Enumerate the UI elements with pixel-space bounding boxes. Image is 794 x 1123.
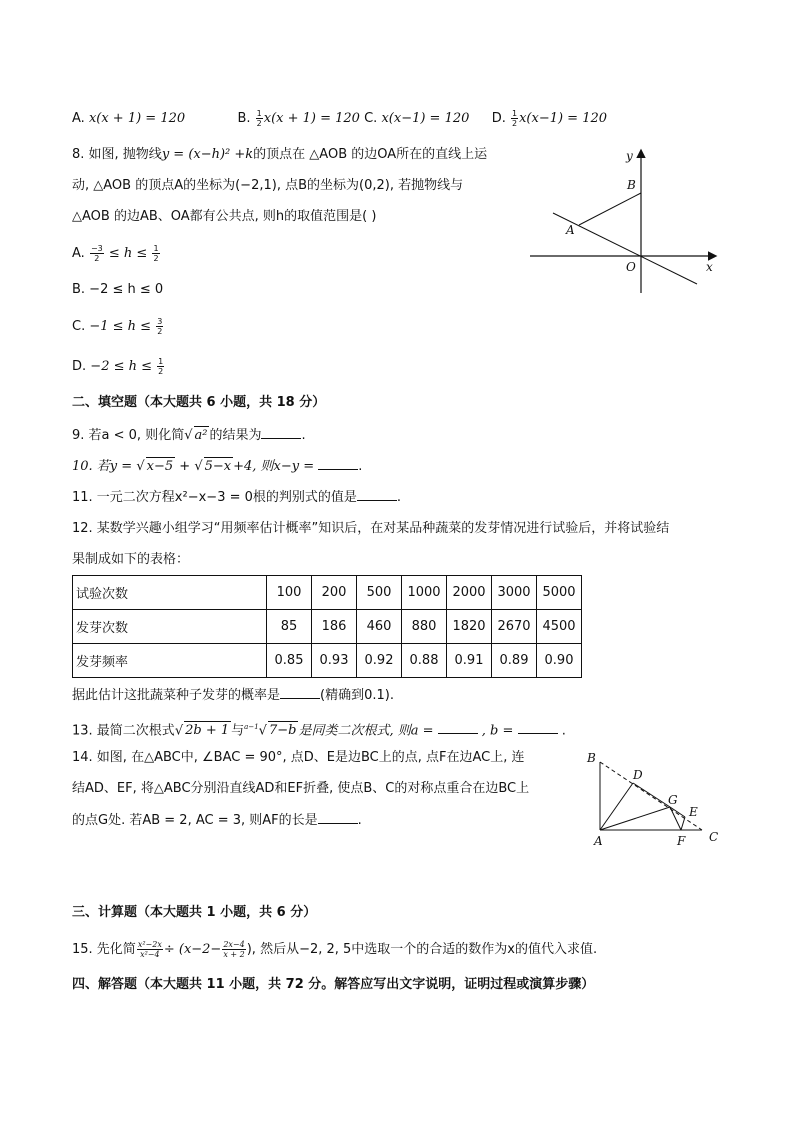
table-cell: 0.90 [537, 644, 582, 678]
table-cell: 4500 [537, 610, 582, 644]
q8-a-right-fraction: $\frac{1}{2}$ [153, 244, 159, 263]
q8-line2: 动, △AOB 的顶点A的坐标为(−2,1), 点B的坐标为(0,2), 若抛物线与 [72, 178, 464, 193]
q12-line1: 12. 某数学兴趣小组学习“用频率估计概率”知识后，在对某品种蔬菜的发芽情况进行试验后，并将试验结 [72, 521, 670, 536]
q8-option-a: A. $\frac{-3}{2}$ ≤ h ≤ $\frac{1}{2}$ [72, 244, 159, 263]
table-cell: 5000 [537, 576, 582, 610]
q8-a-left-fraction: $\frac{-3}{2}$ [90, 244, 103, 263]
segment-dg [633, 783, 670, 807]
q7-option-d-label: D. [491, 111, 506, 126]
table-row [73, 644, 582, 678]
table-cell: 186 [312, 610, 357, 644]
q13: 13. 最简二次根式√ 2b + 1 与$^{a-1}$√ 7−b 是同类二次根式, 则a = , b = . [72, 723, 566, 739]
q15-fraction-2: $\frac{2x-4}{x + 2}$ [223, 940, 245, 959]
q8-option-c: C. −1 ≤ h ≤ $\frac{3}{2}$ [72, 317, 163, 336]
table-cell: 200 [312, 576, 357, 610]
q15-fraction-1: $\frac{\text{x²−2x}}{\text{x²−4}}$ [137, 940, 162, 959]
q12-after: 据此估计这批蔬菜种子发芽的概率是 (精确到0.1). [72, 688, 394, 703]
label-C: C [709, 830, 719, 844]
q8-figure [525, 143, 725, 298]
q8-option-d: D. −2 ≤ h ≤ $\frac{1}{2}$ [72, 357, 164, 376]
table-cell: 500 [357, 576, 402, 610]
row-header: 试验次数 [73, 576, 267, 610]
label-G: G [668, 793, 678, 807]
q7-options [72, 109, 607, 128]
q7-option-a: x(x + 1) = 120 [88, 111, 186, 126]
q10: 10. 若y = √ x−5 + √ 5−x +4, 则x−y = . [72, 459, 363, 474]
q14-line1: 14. 如图, 在△ABC中, ∠BAC = 90°, 点D、E是边BC上的点, 点F在边AC上, 连 [72, 750, 525, 765]
q12-line2: 果制成如下的表格： [72, 552, 190, 567]
segment-ag [600, 807, 670, 830]
label-B: B [587, 751, 596, 765]
q14-line3: 的点G处. 若AB = 2, AC = 3, 则AF的长是 . [72, 813, 362, 828]
q8-line3: △AOB 的边AB、OA都有公共点, 则h的取值范围是( ) [72, 209, 377, 224]
segment-ef [681, 817, 685, 830]
row-header: 发芽频率 [73, 644, 267, 678]
q8-c-right-fraction: $\frac{3}{2}$ [157, 317, 163, 336]
table-cell: 85 [267, 610, 312, 644]
q7-option-c: x(x−1) = 120 [381, 111, 470, 126]
table-cell: 100 [267, 576, 312, 610]
q8-line1: 8. 如图, 抛物线y = (x−h)² +k的顶点在 △AOB 的边OA所在的直线上运 [72, 147, 488, 162]
q7-option-b: x(x + 1) = 120 [263, 111, 360, 126]
answer-blank [357, 488, 397, 501]
table-cell: 3000 [492, 576, 537, 610]
table-row [73, 576, 582, 610]
label-x: x [706, 260, 713, 274]
table-cell: 2000 [447, 576, 492, 610]
q8-d-right-fraction: $\frac{1}{2}$ [158, 357, 164, 376]
label-E: E [689, 805, 698, 819]
segment-ad [600, 783, 633, 830]
answer-blank-b [518, 721, 558, 734]
table-cell: 0.93 [312, 644, 357, 678]
q14-figure [582, 748, 727, 850]
half-fraction: $\frac{1}{2}$ [256, 109, 262, 128]
label-a: A [566, 223, 575, 237]
row-header: 发芽次数 [73, 610, 267, 644]
table-cell: 460 [357, 610, 402, 644]
side-bc-dashed [600, 762, 702, 830]
table-cell: 880 [402, 610, 447, 644]
q9: 9. 若a < 0, 则化简√ a² 的结果为 . [72, 428, 306, 443]
table-cell: 1000 [402, 576, 447, 610]
answer-blank [318, 811, 358, 824]
q11: 11. 一元二次方程x²−x−3 = 0根的判别式的值是 . [72, 490, 402, 505]
table-cell: 0.91 [447, 644, 492, 678]
answer-blank [261, 426, 301, 439]
q14-line2: 结AD、EF, 将△ABC分别沿直线AD和EF折叠, 使点B、C的对称点重合在边BC上 [72, 781, 530, 796]
table-cell: 0.89 [492, 644, 537, 678]
table-cell: 2670 [492, 610, 537, 644]
table-cell: 0.92 [357, 644, 402, 678]
section-3-title: 三、计算题（本大题共 1 小题，共 6 分） [72, 905, 317, 920]
answer-blank-a [438, 721, 478, 734]
parabola-expr: y = (x−h)² +k [161, 147, 254, 162]
label-A: A [594, 834, 603, 848]
label-F: F [677, 834, 686, 848]
table-cell: 1820 [447, 610, 492, 644]
table-cell: 0.88 [402, 644, 447, 678]
table-cell: 0.85 [267, 644, 312, 678]
frequency-table [72, 575, 582, 678]
label-o: O [626, 260, 636, 274]
label-D: D [633, 768, 643, 782]
q7-option-b-label: B. [237, 111, 251, 126]
answer-blank [318, 457, 358, 470]
q7-option-d: x(x−1) = 120 [519, 111, 608, 126]
label-y: y [626, 149, 633, 163]
section-4-title: 四、解答题（本大题共 11 小题，共 72 分。解答应写出文字说明，证明过程或演算步骤） [72, 977, 595, 992]
q7-option-c-label: C. [364, 111, 378, 126]
segment-ab [579, 193, 641, 225]
q7-option-a-label: A. [72, 111, 85, 126]
answer-blank [280, 686, 320, 699]
table-row [73, 610, 582, 644]
q15: 15. 先化简 $\frac{\text{x²−2x}}{\text{x²−4}}$ ÷ (x−2− $\frac{2x-4}{x + 2}$ ), 然后从−2, 2, 5中选取一个的合适的数作为x的值代入求值. [72, 940, 598, 959]
section-2-title: 二、填空题（本大题共 6 小题，共 18 分） [72, 395, 326, 410]
label-b: B [627, 178, 636, 192]
half-fraction: $\frac{1}{2}$ [511, 109, 518, 128]
q8-option-b: B. −2 ≤ h ≤ 0 [72, 282, 164, 297]
